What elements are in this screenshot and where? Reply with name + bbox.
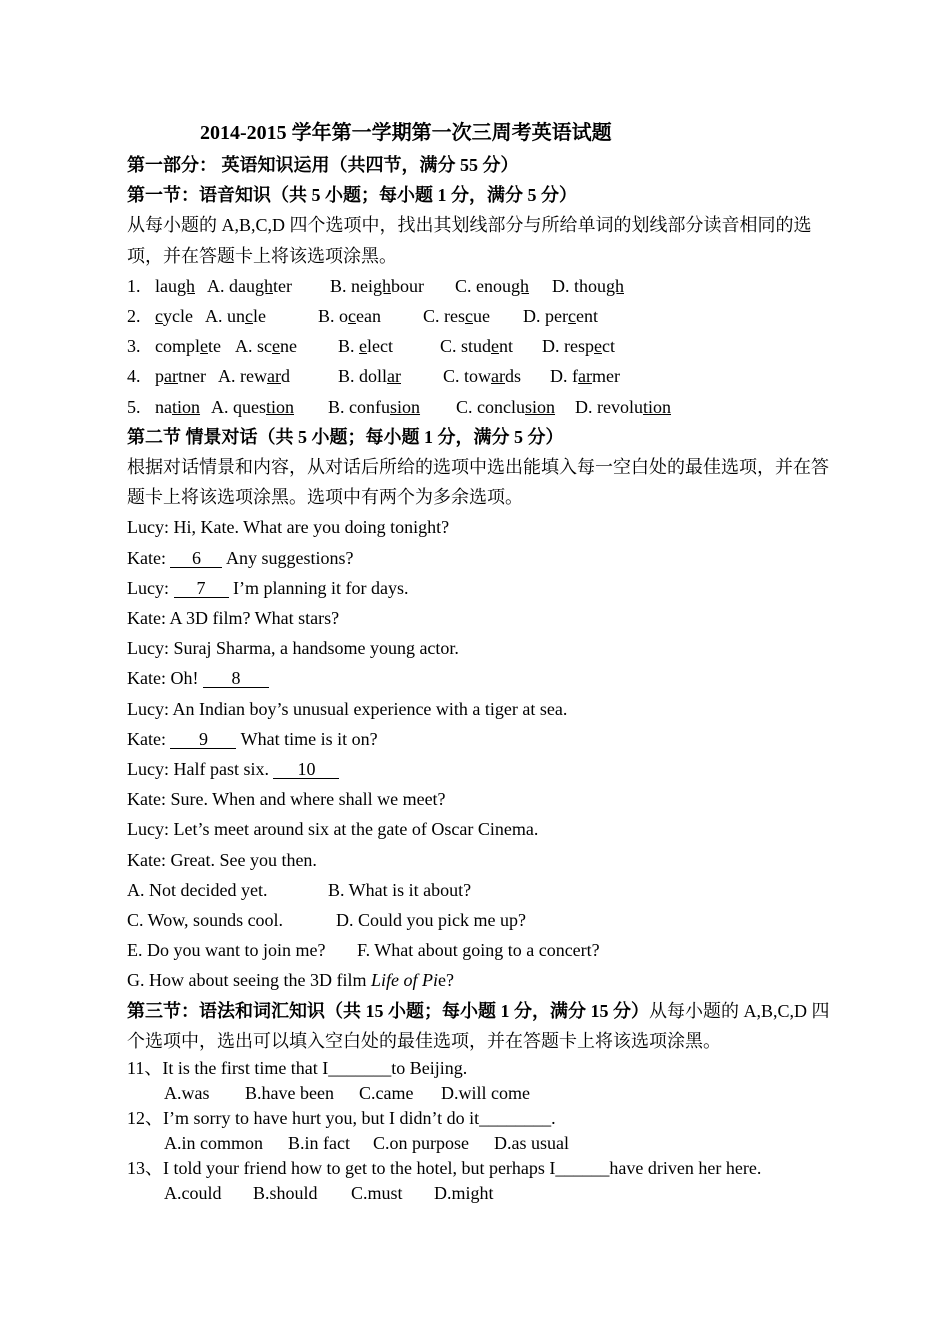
grammar-option: D.as usual: [494, 1132, 569, 1153]
dialogue-options: [127, 875, 837, 966]
item-number: 5.: [127, 396, 141, 417]
option-c: C. rescue: [423, 306, 490, 326]
grammar-option: C.must: [351, 1182, 403, 1203]
option-c: C. conclusion: [456, 396, 556, 417]
grammar-question: 13、I told your friend how to get to the hotel, but perhaps I______have driven her here.: [127, 1157, 762, 1178]
grammar-question: 11、It is the first time that I_______to Beijing.: [127, 1057, 468, 1078]
answer-blank: 8: [203, 669, 269, 688]
dialogue-option: A. Not decided yet.: [127, 879, 268, 900]
item-number: 1.: [127, 275, 141, 296]
answer-blank: 7: [174, 579, 229, 598]
grammar-question: 12、I’m sorry to have hurt you, but I didn’t do it________.: [127, 1107, 556, 1128]
grammar-option: B.should: [253, 1182, 318, 1203]
target-word: laugh: [155, 275, 195, 296]
phonetics-items: [127, 271, 837, 422]
dialogue-line: Kate: Great. See you then.: [127, 849, 317, 870]
section1-instruction: 从每小题的 A,B,C,D 四个选项中，找出其划线部分与所给单词的划线部分读音相同的选项，并在答题卡上将该选项涂黑。: [127, 215, 812, 266]
grammar-option: D.will come: [441, 1082, 530, 1103]
option-b: B. elect: [338, 336, 393, 357]
phonetics-item: [127, 361, 837, 391]
dialogue-line: Kate: Sure. When and where shall we meet?: [127, 789, 446, 810]
section3-heading: 第三节：语法和词汇知识（共 15 小题；每小题 1 分，满分 15 分）: [127, 1000, 649, 1021]
item-number: 3.: [127, 336, 141, 357]
option-a: A. reward: [218, 366, 290, 387]
dialogue-option: D. Could you pick me up?: [336, 909, 526, 930]
grammar-option: B.have been: [245, 1082, 334, 1103]
answer-blank: 9: [170, 730, 236, 749]
phonetics-item: [127, 301, 837, 331]
option-c: C. towards: [443, 366, 522, 387]
section1-heading: 第一节：语音知识（共 5 小题；每小题 1 分，满分 5 分）: [127, 185, 577, 206]
dialogue-option-g: G. How about seeing the 3D film Life of Pie?: [127, 970, 454, 991]
dialogue-option: F. What about going to a concert?: [357, 940, 600, 961]
section2-instruction: 根据对话情景和内容，从对话后所给的选项中选出能填入每一空白处的最佳选项，并在答题卡上将该选项涂黑。选项中有两个为多余选项。: [127, 456, 829, 508]
option-b: B. ocean: [318, 306, 381, 326]
dialogue-line: Lucy: Half past six. 10: [127, 754, 837, 784]
grammar-options: [127, 1081, 837, 1106]
grammar-option: B.in fact: [288, 1132, 350, 1153]
option-a: A. scene: [235, 336, 297, 357]
dialogue-line: Lucy: Hi, Kate. What are you doing tonight?: [127, 517, 450, 538]
dialogue-line: Kate: 9 What time is it on?: [127, 728, 378, 749]
dialogue-option: B. What is it about?: [328, 879, 472, 900]
dialogue-line: Kate: 6 Any suggestions?: [127, 547, 354, 568]
target-word: partner: [155, 366, 206, 387]
option-c: C. student: [440, 336, 514, 357]
item-number: 2.: [127, 306, 141, 326]
dialogue-line: Kate: A 3D film? What stars?: [127, 607, 340, 628]
section2-heading: 第二节 情景对话（共 5 小题；每小题 1 分，满分 5 分）: [127, 426, 564, 447]
answer-blank: 6: [170, 549, 222, 568]
option-d: D. farmer: [550, 366, 620, 387]
target-word: nation: [155, 396, 201, 417]
dialogue-option: C. Wow, sounds cool.: [127, 909, 284, 930]
answer-blank: 10: [273, 760, 339, 779]
option-b: B. dollar: [338, 366, 401, 387]
grammar-options: [127, 1181, 837, 1206]
grammar-option: D.might: [434, 1182, 494, 1203]
section3-instruction-rest: 个选项中，选出可以填入空白处的最佳选项，并在答题卡上将该选项涂黑。: [127, 1030, 721, 1051]
option-c: C. enough: [455, 275, 529, 296]
option-d: D. respect: [542, 336, 615, 357]
dialogue-line: Lucy: Suraj Sharma, a handsome young actor.: [127, 638, 459, 659]
option-a: A. uncle: [205, 306, 266, 326]
dialogue: [127, 512, 837, 874]
option-d: D. though: [552, 275, 624, 296]
dialogue-line: Lucy: 7 I’m planning it for days.: [127, 577, 409, 598]
grammar-questions: [127, 1056, 837, 1206]
grammar-option: A.was: [164, 1082, 210, 1103]
option-b: B. confusion: [328, 396, 421, 417]
grammar-option: A.in common: [164, 1132, 263, 1153]
grammar-options: [127, 1131, 837, 1156]
option-d: D. percent: [523, 306, 598, 326]
dialogue-option-row: [127, 935, 837, 965]
grammar-option: C.on purpose: [373, 1132, 469, 1153]
target-word: cycle: [155, 306, 193, 326]
option-d: D. revolution: [575, 396, 671, 417]
option-b: B. neighbour: [330, 275, 424, 296]
part1-heading: 第一部分： 英语知识运用（共四节，满分 55 分）: [127, 155, 519, 175]
dialogue-line: Kate: Oh! 8: [127, 663, 837, 693]
phonetics-item: [127, 331, 837, 361]
phonetics-item: [127, 271, 837, 301]
grammar-option: C.came: [359, 1082, 414, 1103]
target-word: complete: [155, 336, 221, 357]
item-number: 4.: [127, 366, 141, 387]
dialogue-option-row: [127, 875, 837, 905]
dialogue-line: Lucy: Let’s meet around six at the gate of Oscar Cinema.: [127, 819, 539, 840]
grammar-option: A.could: [164, 1182, 222, 1203]
exam-page: [127, 118, 837, 1206]
dialogue-option-row: [127, 905, 837, 935]
section3-intro: [127, 996, 837, 1026]
phonetics-item: [127, 392, 837, 422]
dialogue-option: E. Do you want to join me?: [127, 940, 326, 961]
page-title: 2014-2015 学年第一学期第一次三周考英语试题: [200, 122, 612, 144]
option-a: A. daughter: [207, 275, 292, 296]
option-a: A. question: [211, 396, 295, 417]
section3-instruction: 从每小题的 A,B,C,D 四: [649, 1000, 830, 1021]
dialogue-line: Lucy: An Indian boy’s unusual experience with a tiger at sea.: [127, 698, 568, 719]
